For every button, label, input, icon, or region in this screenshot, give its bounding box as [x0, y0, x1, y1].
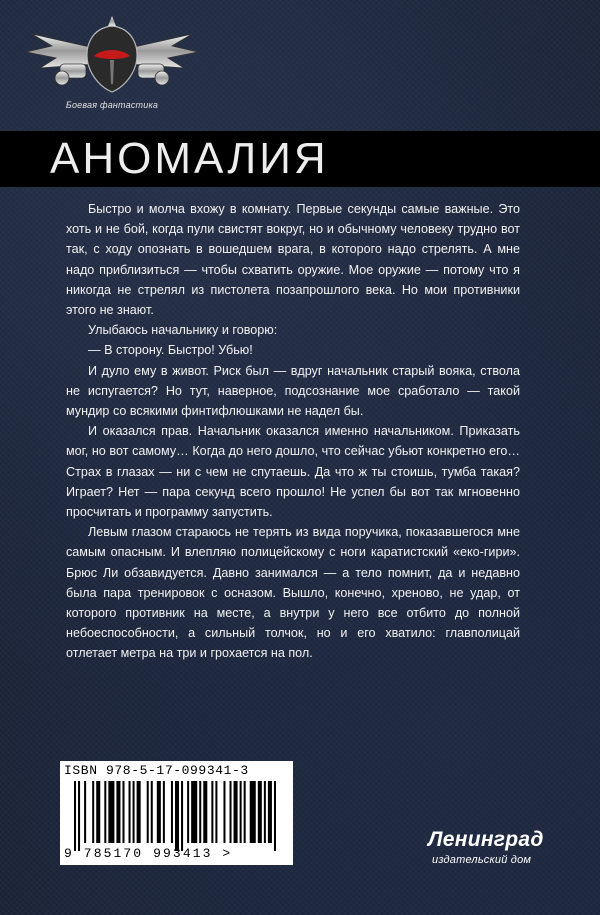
series-logo	[22, 12, 202, 120]
barcode-bar	[163, 781, 165, 843]
barcode-bar	[258, 781, 262, 843]
barcode-bar	[181, 781, 183, 851]
barcode-bar	[274, 781, 276, 851]
annotation-paragraph: Левым глазом стараюсь не терять из вида поручика, показавшегося мне самым опасным. И влепляю полицейскому с ноги каратистский «еко-гири». Брюс Ли обзавидуется. Давно занимался — а тело помнит, да и недавно была пара тренировок с осназом. Вышло, конечно, хреново, не удар, от которого противник на месте, а внутри у него все отбито до полной небоеспособности, а сильный толчок, но и его хватило: главполицай отлетает метра на три и грохается на пол.	[66, 525, 520, 661]
barcode-bar	[133, 781, 135, 843]
barcode-bar	[244, 781, 246, 843]
barcode-bar	[268, 781, 272, 843]
barcode-bar	[234, 781, 238, 843]
annotation-text	[66, 199, 520, 664]
barcode-bar	[187, 781, 189, 843]
publisher-logo	[428, 828, 578, 872]
annotation-paragraph: — В сторону. Быстро! Убью!	[88, 343, 253, 358]
barcode-bar	[116, 781, 120, 843]
barcode-bar	[129, 781, 131, 843]
book-title: АНОМАЛИЯ	[50, 134, 329, 183]
barcode-bar	[230, 781, 232, 843]
title-band	[0, 131, 600, 187]
publisher-subtitle: издательский дом	[432, 854, 532, 866]
barcode-bar	[240, 781, 242, 843]
barcode-bar	[96, 781, 100, 843]
annotation-paragraph: Быстро и молча вхожу в комнату. Первые секунды самые важные. Это хоть и не бой, когда пули свистят вокруг, но и обычному человеку трудно вот так, с ходу опознать в вошедшем врага, в которого надо стрелять. А мне надо приблизиться — чтобы схватить оружие. Мое оружие — потому что я никогда не стрелял из пистолета позапрошлого века. Но мои противники этого не знают.	[66, 202, 520, 318]
barcode-bar	[250, 781, 256, 843]
series-name: Боевая фантастика	[65, 100, 159, 110]
barcode-bar	[199, 781, 201, 843]
barcode-bar	[137, 781, 141, 843]
barcode-bar	[108, 781, 114, 843]
barcode-bar	[74, 781, 76, 851]
barcode-bar	[104, 781, 106, 843]
isbn-label: ISBN 978-5-17-099341-3	[64, 763, 249, 778]
barcode-bar	[78, 781, 80, 851]
barcode-bar	[264, 781, 266, 843]
barcode-bar	[157, 781, 161, 843]
barcode-bar	[151, 781, 153, 843]
annotation-paragraph: И оказался прав. Начальник оказался именно начальником. Приказать мог, но вот самому… Когда до него дошло, что сейчас убьют конкретно его… Страх в глазах — ни с чем не спутаешь. Да что ж ты стоишь, тумба такая? Играет? Нет — пара секунд всего прошло! Не успел бы вот так мгновенно просчитать и программу запустить.	[66, 424, 520, 520]
barcode-bar	[92, 781, 94, 843]
barcode-bar	[211, 781, 213, 843]
isbn-barcode-block	[60, 761, 293, 865]
publisher-name: Ленинград	[428, 828, 544, 851]
annotation-paragraph: Улыбаюсь начальнику и говорю:	[88, 323, 278, 338]
barcode-bar	[122, 781, 124, 843]
barcode-icon	[74, 781, 278, 851]
barcode-bar	[191, 781, 197, 843]
skull-emblem-icon	[22, 12, 202, 102]
barcode-bar	[171, 781, 173, 843]
barcode-bar	[203, 781, 207, 843]
annotation-paragraph: И дуло ему в живот. Риск был — вдруг начальник старый вояка, ствола не испугается? Но тут, наверное, подсознание мое сработало — такой мундир со всякими финтифлюшками не надел бы.	[66, 363, 520, 419]
barcode-bar	[215, 781, 217, 843]
isbn-digits: 9 785170 993413 >	[64, 846, 233, 861]
barcode-bar	[84, 781, 86, 843]
barcode-bar	[223, 781, 225, 843]
barcode-bar	[147, 781, 149, 843]
barcode-bar	[175, 781, 179, 851]
